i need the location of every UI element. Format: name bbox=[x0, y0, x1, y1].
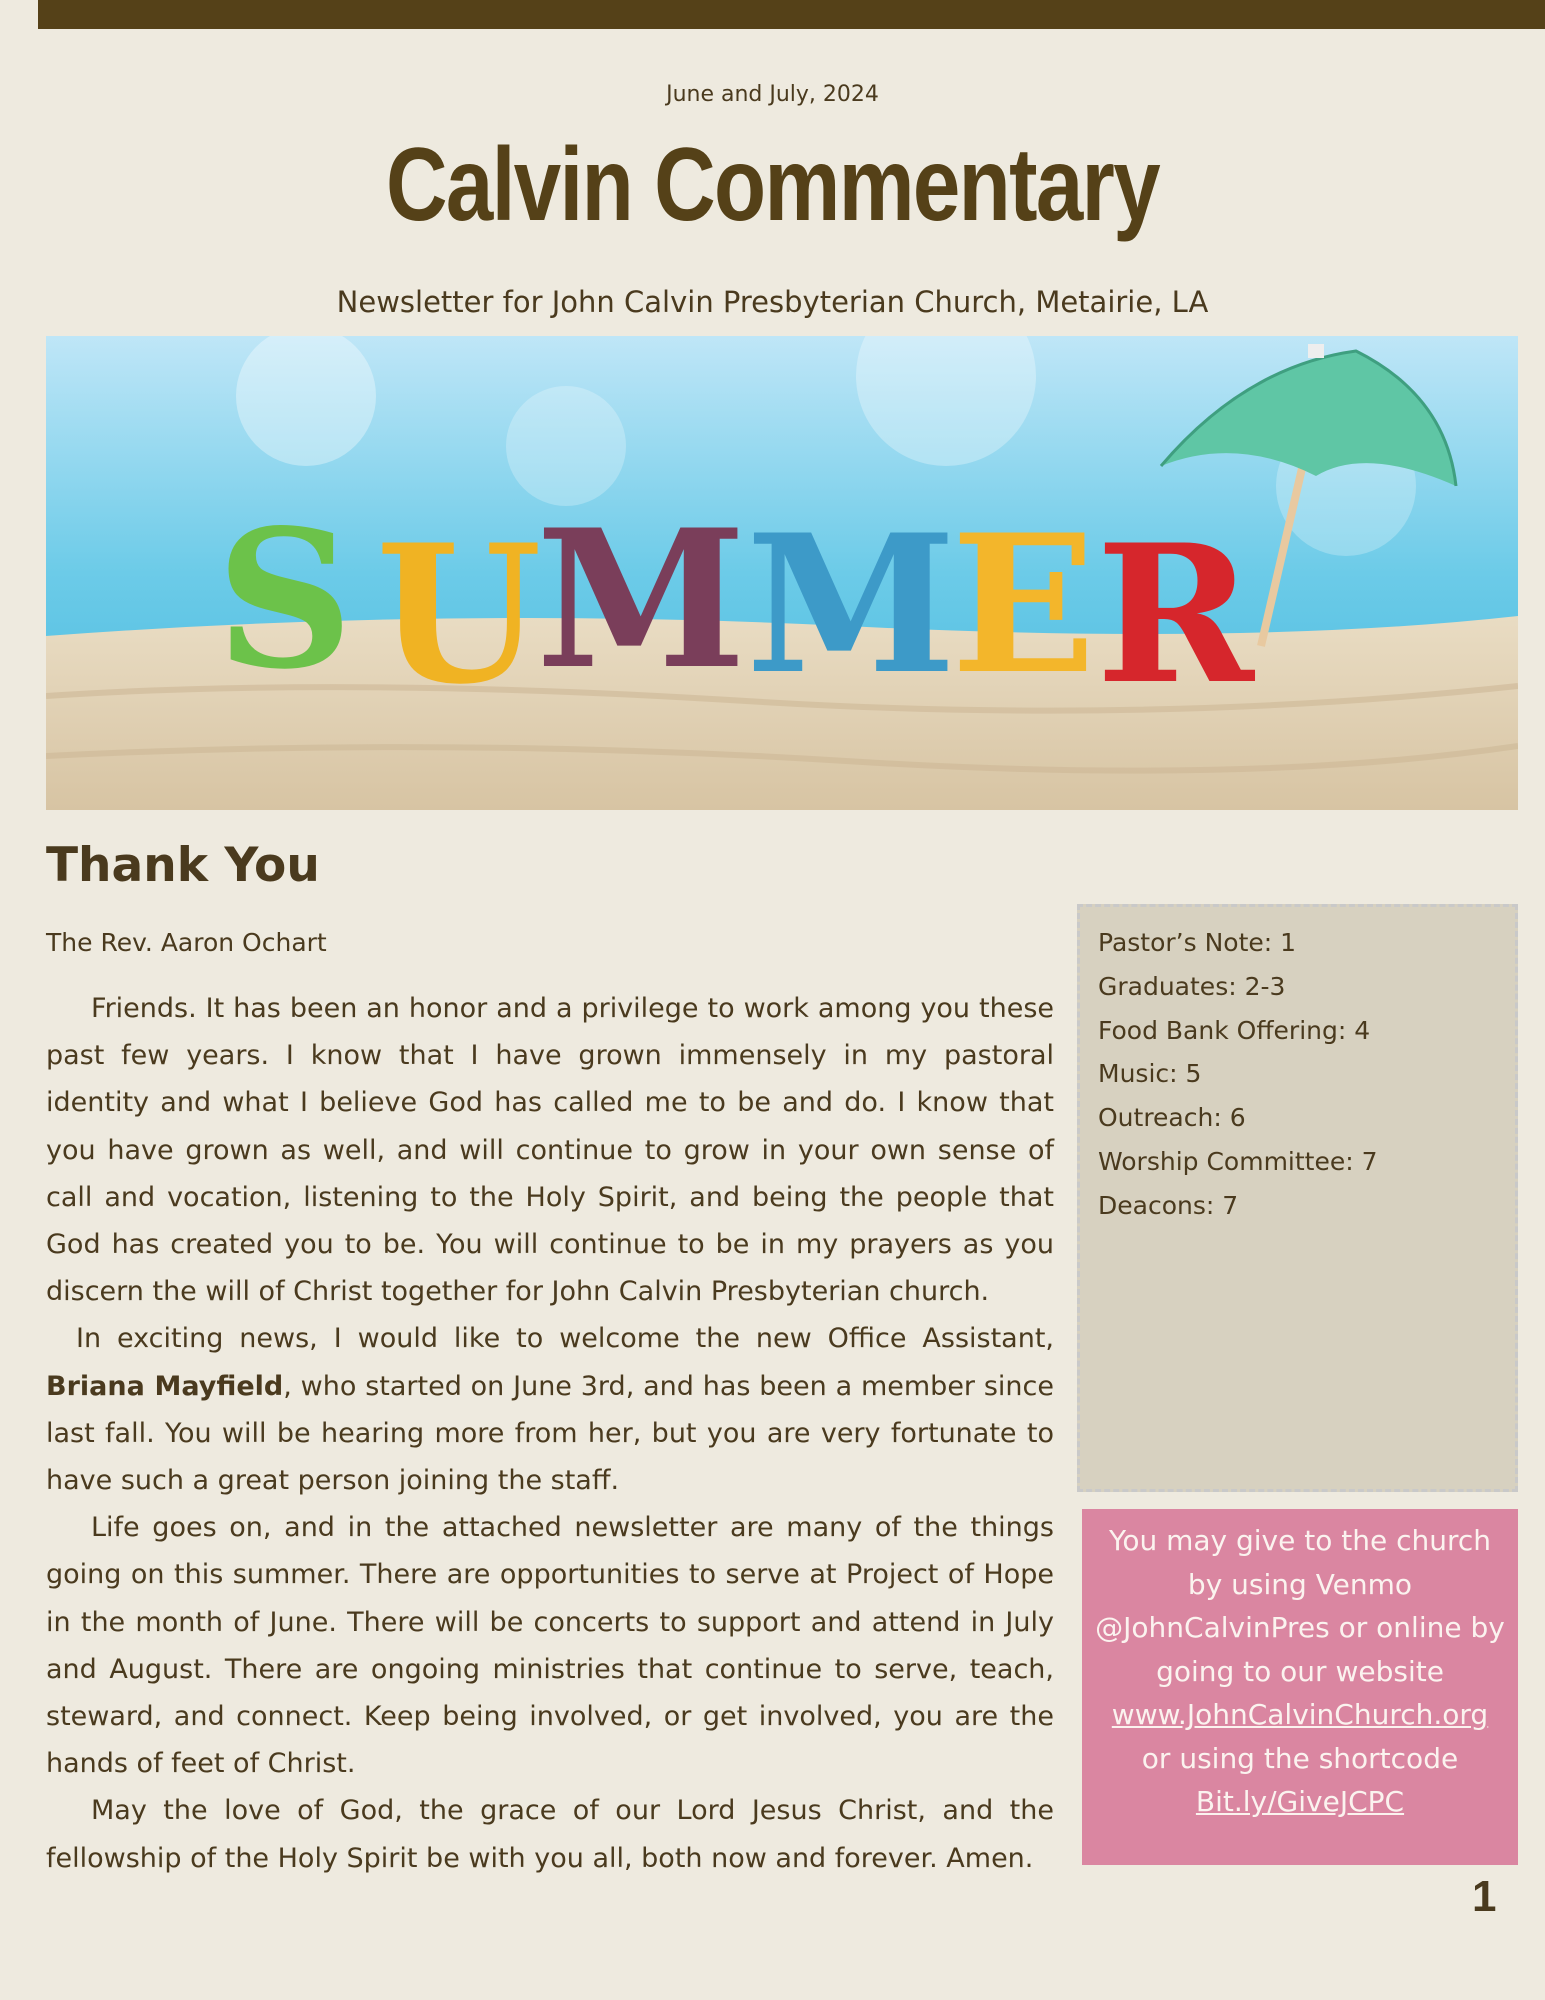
toc-item: Deacons: 7 bbox=[1098, 1190, 1239, 1220]
website-link[interactable]: www.JohnCalvinChurch.org bbox=[1111, 1698, 1489, 1731]
letter-s: S bbox=[216, 488, 354, 711]
summer-banner-image bbox=[46, 336, 1518, 810]
article-heading: Thank You bbox=[46, 838, 320, 893]
table-of-contents bbox=[1077, 904, 1518, 1492]
giving-text: You may give to the church by using Venmo @JohnCalvinPres or online by going to our website bbox=[1095, 1524, 1505, 1688]
top-bar bbox=[38, 0, 1545, 29]
article-author: The Rev. Aaron Ochart bbox=[46, 928, 327, 957]
letter-r: R bbox=[1096, 503, 1254, 726]
letter-m1: M bbox=[536, 488, 747, 711]
shortcode-link[interactable]: Bit.ly/GiveJCPC bbox=[1195, 1785, 1405, 1818]
giving-info-box bbox=[1082, 1509, 1518, 1865]
toc-item: Pastor’s Note: 1 bbox=[1098, 928, 1297, 957]
newsletter-title: Calvin Commentary bbox=[385, 127, 1160, 243]
letter-e: E bbox=[951, 493, 1096, 716]
paragraph-1: Friends. It has been an honor and a privilege to work among you these past few years. I know that I have grown immensely in my pastoral identity and what I believe God has called me to be and do. I know that you have grown as well, and will continue to grow in your own sense of call and vocation, listening to the Holy Spirit, and being the people that God has created you to be. You will continue to be in my prayers as you discern the will of Christ together for John Calvin Presbyterian church. bbox=[46, 993, 1054, 1308]
paragraph-3: Life goes on, and in the attached newsletter are many of the things going on this summer. There are opportunities to serve at Project of Hope in the month of June. There will be concerts to support and attend in July and August. There are ongoing ministries that continue to serve, teach, steward, and connect. Keep being involved, or get involved, you are the hands of feet of Christ. bbox=[46, 1512, 1054, 1780]
toc-item: Music: 5 bbox=[1098, 1059, 1202, 1089]
toc-item: Worship Committee: 7 bbox=[1098, 1146, 1378, 1176]
toc-item: Food Bank Offering: 4 bbox=[1098, 1015, 1371, 1045]
newsletter-subtitle: Newsletter for John Calvin Presbyterian Church, Metairie, LA bbox=[336, 285, 1209, 319]
letter-u: U bbox=[376, 503, 542, 726]
new-assistant-name: Briana Mayfield bbox=[46, 1370, 284, 1402]
toc-item: Graduates: 2-3 bbox=[1098, 971, 1286, 1001]
page-number: 1 bbox=[1472, 1872, 1497, 1921]
letter-m2: M bbox=[746, 493, 957, 716]
article-body bbox=[46, 985, 1054, 1882]
shortcode-text: or using the shortcode bbox=[1141, 1741, 1459, 1775]
issue-date: June and July, 2024 bbox=[666, 82, 879, 107]
paragraph-2: In exciting news, I would like to welcome the new Office Assistant, Briana Mayfield, who started on June 3rd, and has been a member since last fall. You will be hearing more from her, but you are very fortunate to have such a great person joining the staff. bbox=[46, 1323, 1054, 1497]
toc-item: Outreach: 6 bbox=[1098, 1103, 1246, 1133]
paragraph-4: May the love of God, the grace of our Lord Jesus Christ, and the fellowship of the Holy Spirit be with you all, both now and forever. Amen. bbox=[46, 1795, 1054, 1874]
